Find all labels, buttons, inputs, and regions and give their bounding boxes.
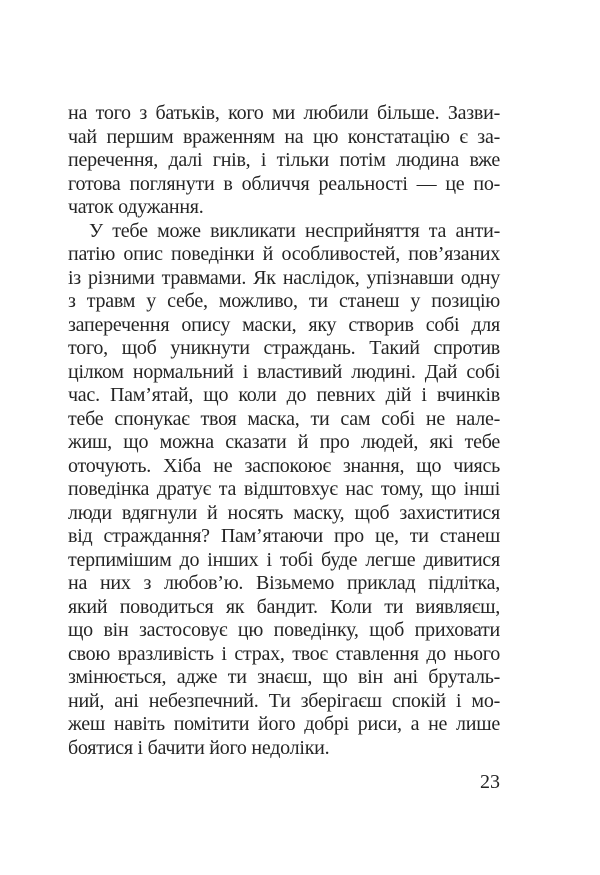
text-line: перечення, далі гнів, і тільки потім людина вже: [68, 149, 500, 171]
text-line: готова поглянути в обличчя реальності — це по-: [68, 172, 500, 195]
page-number: 23: [480, 771, 500, 793]
text-line: заперечення опису маски, яку створив собі для: [68, 313, 500, 336]
text-line: із різними травмами. Як наслідок, упізнавши одну: [68, 266, 500, 289]
text-line: тебе спонукає твоя маска, ти сам собі не нале-: [68, 407, 500, 430]
text-line: терпимішим до інших і тобі буде легше дивитися: [68, 548, 500, 571]
text-line: жиш, що можна сказати й про людей, які тебе: [68, 431, 500, 453]
paragraph: [68, 102, 500, 220]
text-line: чаток одужання.: [68, 196, 204, 218]
text-line: ний, ані небезпечний. Ти зберігаєш спокій і мо-: [68, 689, 500, 712]
text-line: на них з любов’ю. Візьмемо приклад підлітка,: [68, 572, 500, 594]
text-line: час. Пам’ятай, що коли до певних дій і вчинків: [68, 384, 500, 406]
text-line: патію опис поведінки й особливостей, пов’язаних: [68, 243, 500, 265]
text-line: У тебе може викликати несприйняття та анти-: [89, 219, 500, 242]
text-line: з травм у себе, можливо, ти станеш у позицію: [68, 290, 500, 312]
body-text: [68, 102, 500, 760]
text-line: того, щоб уникнути страждань. Такий спротив: [68, 337, 500, 359]
text-line: оточують. Хіба не заспокоює знання, що чиясь: [68, 454, 500, 477]
paragraph: [68, 220, 500, 761]
text-line: що він застосовує цю поведінку, щоб приховати: [68, 619, 500, 641]
text-line: люди вдягнули й носять маску, щоб захиститися: [68, 501, 500, 524]
text-line: змінюється, адже ти знаєш, що він ані бруталь-: [68, 666, 500, 688]
text-line: який поводиться як бандит. Коли ти виявляєш,: [68, 595, 500, 618]
text-line: поведінка дратує та відштовхує нас тому, що інші: [68, 478, 500, 500]
text-line: жеш навіть помітити його добрі риси, а не лише: [68, 713, 500, 735]
text-line: цілком нормальний і властивий людині. Дай собі: [68, 360, 500, 383]
text-line: на того з батьків, кого ми любили більше. Зазви-: [68, 102, 500, 124]
text-line: свою вразливість і страх, твоє ставлення до нього: [68, 642, 500, 665]
text-line: чай першим враженням на цю констатацію є за-: [68, 125, 500, 148]
text-line: боятися і бачити його недоліки.: [68, 736, 330, 759]
text-line: від страждання? Пам’ятаючи про це, ти станеш: [68, 525, 500, 547]
